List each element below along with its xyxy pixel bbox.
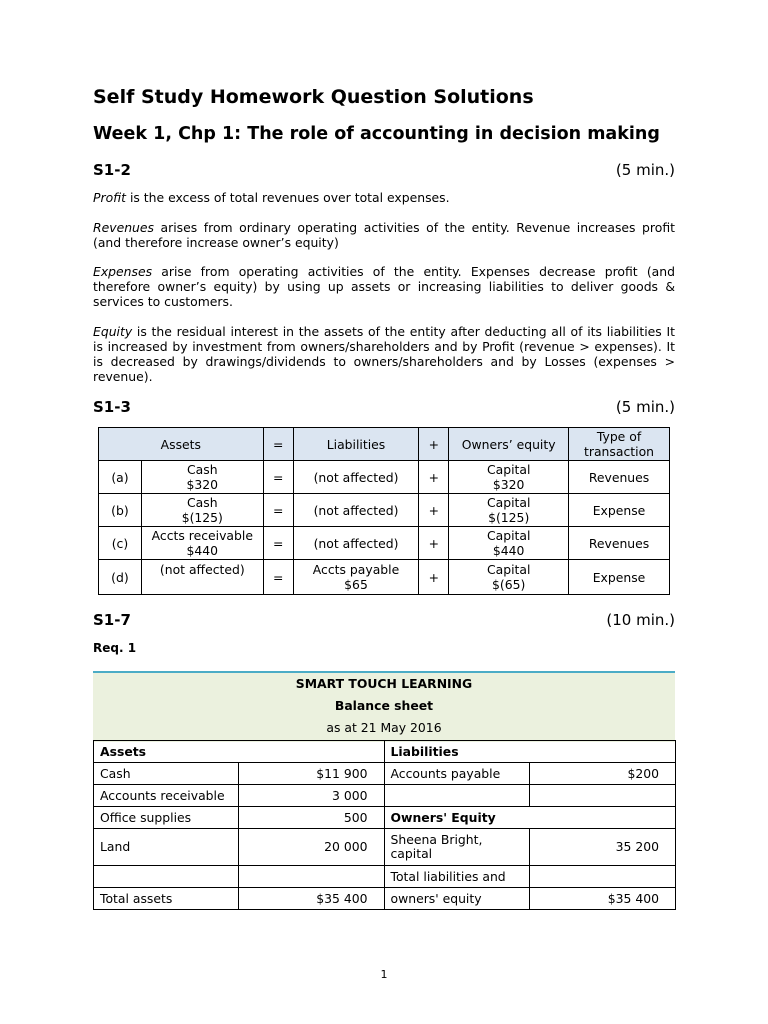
- liabilities-cell: [293, 560, 419, 595]
- balance-sheet-heading: [93, 671, 675, 742]
- paragraph-expenses: [93, 264, 675, 309]
- company-name: SMART TOUCH LEARNING: [295, 676, 473, 691]
- definition: arise from operating activities of the entity. Expenses decrease profit (and therefore owner’s equity) by using up assets or increasing liabilities to deliver goods & services to customers.: [93, 264, 675, 309]
- plus-cell: +: [419, 527, 449, 560]
- section-id: S1-3: [93, 398, 131, 416]
- equity-cell: [449, 494, 569, 527]
- table-row: [94, 785, 676, 807]
- cash-value: $11 900: [238, 763, 384, 785]
- page-subtitle: Week 1, Chp 1: The role of accounting in decision making: [93, 124, 660, 144]
- total-liabilities-label-line2: owners' equity: [384, 888, 530, 910]
- term: Profit: [93, 190, 127, 205]
- total-assets-label: Total assets: [94, 888, 239, 910]
- empty-cell: [94, 866, 239, 888]
- equals-cell: =: [263, 461, 293, 494]
- section-s1-7-header: [93, 611, 675, 629]
- asset-line1: Cash: [187, 495, 218, 510]
- assets-heading: Assets: [94, 741, 385, 763]
- assets-cell: [141, 494, 263, 527]
- asset-line2: $(125): [181, 510, 223, 525]
- equals-cell: =: [263, 560, 293, 595]
- header-liabilities: Liabilities: [293, 428, 419, 461]
- plus-cell: +: [419, 560, 449, 595]
- owners-equity-heading: Owners' Equity: [384, 807, 676, 829]
- term: Equity: [93, 324, 133, 339]
- equity-line1: Capital: [486, 495, 531, 510]
- definition: arises from ordinary operating activities of the entity. Revenue increases profit (and therefore increase owner’s equity): [93, 220, 675, 250]
- statement-date: as at 21 May 2016: [326, 720, 442, 735]
- table-row: [99, 527, 670, 560]
- accounts-payable-value: $200: [530, 763, 676, 785]
- liab-line2: $65: [344, 577, 368, 592]
- definition: is the excess of total revenues over total expenses.: [126, 190, 450, 205]
- table-row: [99, 494, 670, 527]
- page-number: 1: [380, 968, 388, 981]
- asset-line1: Accts receivable: [151, 528, 253, 543]
- equity-line1: Capital: [486, 562, 531, 577]
- table-row: [99, 560, 670, 595]
- total-liabilities-label-line1: Total liabilities and: [384, 866, 530, 888]
- section-id: S1-2: [93, 161, 131, 179]
- empty-cell: [530, 866, 676, 888]
- total-liabilities-equity-value: $35 400: [530, 888, 676, 910]
- equity-line2: $440: [492, 543, 525, 558]
- header-type: [569, 428, 670, 461]
- table-row: [94, 741, 676, 763]
- land-label: Land: [94, 829, 239, 866]
- page-title: Self Study Homework Question Solutions: [93, 86, 534, 108]
- liabilities-cell: (not affected): [293, 494, 419, 527]
- term: Revenues: [93, 220, 154, 235]
- equity-cell: [449, 527, 569, 560]
- row-label: (a): [99, 461, 142, 494]
- liabilities-cell: (not affected): [293, 461, 419, 494]
- liabilities-cell: (not affected): [293, 527, 419, 560]
- type-cell: Revenues: [569, 527, 670, 560]
- balance-sheet-table: [93, 740, 676, 910]
- paragraph-profit: [93, 190, 675, 205]
- office-supplies-label: Office supplies: [94, 807, 239, 829]
- assets-cell: [141, 461, 263, 494]
- equity-cell: [449, 461, 569, 494]
- equity-cell: [449, 560, 569, 595]
- header-type-line2: transaction: [584, 444, 655, 459]
- assets-cell: [141, 560, 263, 595]
- paragraph-revenues: [93, 220, 675, 250]
- table-row: [94, 888, 676, 910]
- assets-cell: [141, 527, 263, 560]
- empty-cell: [238, 866, 384, 888]
- capital-line2: capital: [390, 846, 433, 861]
- office-supplies-value: 500: [238, 807, 384, 829]
- equity-line1: Capital: [486, 528, 531, 543]
- plus-cell: +: [419, 461, 449, 494]
- type-cell: Revenues: [569, 461, 670, 494]
- term: Expenses: [93, 264, 153, 279]
- statement-name: Balance sheet: [334, 698, 434, 713]
- definition: is the residual interest in the assets of the entity after deducting all of its liabilities It is increased by investment from owners/shareholders and by Profit (revenue > expenses). It is decreased by drawings/dividends to owners/shareholders and by Losses (expenses > revenue).: [93, 324, 675, 384]
- section-s1-3-header: [93, 398, 675, 416]
- table-row: [94, 829, 676, 866]
- equity-line2: $320: [492, 477, 525, 492]
- asset-line1: (not affected): [159, 562, 245, 577]
- capital-line1: Sheena Bright,: [390, 832, 483, 847]
- capital-label: [384, 829, 530, 866]
- table-row: [94, 763, 676, 785]
- asset-line2: $440: [186, 543, 219, 558]
- total-assets-value: $35 400: [238, 888, 384, 910]
- section-time: (5 min.): [615, 398, 675, 416]
- accounts-payable-label: Accounts payable: [384, 763, 530, 785]
- asset-line1: Cash: [187, 462, 218, 477]
- paragraph-equity: [93, 324, 675, 384]
- header-owners-equity: Owners’ equity: [449, 428, 569, 461]
- accounts-receivable-label: Accounts receivable: [94, 785, 239, 807]
- header-plus: +: [419, 428, 449, 461]
- section-id: S1-7: [93, 611, 131, 629]
- type-cell: Expense: [569, 494, 670, 527]
- accounts-receivable-value: 3 000: [238, 785, 384, 807]
- empty-cell: [384, 785, 530, 807]
- requirement-label: Req. 1: [93, 641, 137, 655]
- asset-line2: $320: [186, 477, 219, 492]
- table-row: [94, 807, 676, 829]
- equity-line1: Capital: [486, 462, 531, 477]
- section-time: (5 min.): [615, 161, 675, 179]
- accounting-equation-table: [98, 427, 670, 595]
- equity-line2: $(125): [488, 510, 530, 525]
- row-label: (d): [99, 560, 142, 595]
- section-time: (10 min.): [606, 611, 675, 629]
- land-value: 20 000: [238, 829, 384, 866]
- equals-cell: =: [263, 494, 293, 527]
- liabilities-heading: Liabilities: [384, 741, 676, 763]
- empty-cell: [530, 785, 676, 807]
- type-cell: Expense: [569, 560, 670, 595]
- equals-cell: =: [263, 527, 293, 560]
- header-equals: =: [263, 428, 293, 461]
- equity-line2: $(65): [492, 577, 526, 592]
- table-row: [99, 461, 670, 494]
- header-assets: Assets: [99, 428, 264, 461]
- section-s1-2-header: [93, 161, 675, 179]
- row-label: (b): [99, 494, 142, 527]
- cash-label: Cash: [94, 763, 239, 785]
- header-type-line1: Type of: [596, 429, 642, 444]
- liab-line1: Accts payable: [312, 562, 400, 577]
- table-row: [94, 866, 676, 888]
- capital-value: 35 200: [530, 829, 676, 866]
- table-header-row: [99, 428, 670, 461]
- plus-cell: +: [419, 494, 449, 527]
- row-label: (c): [99, 527, 142, 560]
